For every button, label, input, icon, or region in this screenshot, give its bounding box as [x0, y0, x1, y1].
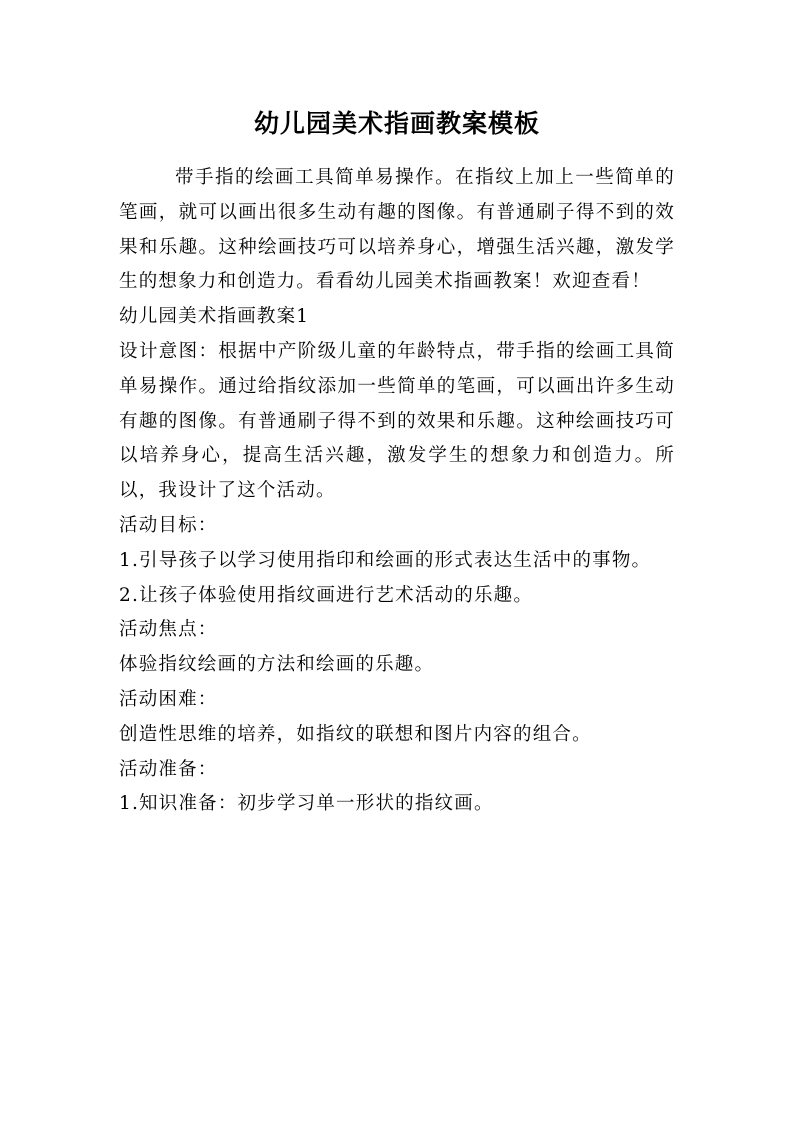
- difficulty-text: 创造性思维的培养，如指纹的联想和图片内容的组合。: [119, 723, 592, 745]
- design-intent-paragraph: 设计意图：根据中产阶级儿童的年龄特点，带手指的绘画工具简单易操作。通过给指纹添加一些简单的笔画，可以画出许多生动有趣的图像。有普通刷子得不到的效果和乐趣。这种绘画技巧可以培养身心，提高生活兴趣，激发学生的想象力和创造力。所以，我设计了这个活动。: [119, 340, 675, 502]
- preparation-label: 活动准备：: [119, 758, 218, 780]
- document-body: [119, 161, 675, 822]
- section-heading: 幼儿园美术指画教案1: [119, 306, 310, 328]
- focus-text: 体验指纹绘画的方法和绘画的乐趣。: [119, 654, 435, 676]
- goal-item-1: 1.引导孩子以学习使用指印和绘画的形式表达生活中的事物。: [119, 549, 652, 571]
- difficulty-label: 活动困难：: [119, 688, 218, 710]
- focus-label: 活动焦点：: [119, 619, 218, 641]
- preparation-item-1: 1.知识准备：初步学习单一形状的指纹画。: [119, 793, 494, 815]
- intro-paragraph: 带手指的绘画工具简单易操作。在指纹上加上一些简单的笔画，就可以画出很多生动有趣的图像。有普通刷子得不到的效果和乐趣。这种绘画技巧可以培养身心，增强生活兴趣，激发学生的想象力和创造力。看看幼儿园美术指画教案！欢迎查看！: [119, 167, 675, 293]
- goal-item-2: 2.让孩子体验使用指纹画进行艺术活动的乐趣。: [119, 584, 534, 606]
- document-title: 幼儿园美术指画教案模板: [253, 109, 540, 138]
- goals-label: 活动目标：: [119, 514, 218, 536]
